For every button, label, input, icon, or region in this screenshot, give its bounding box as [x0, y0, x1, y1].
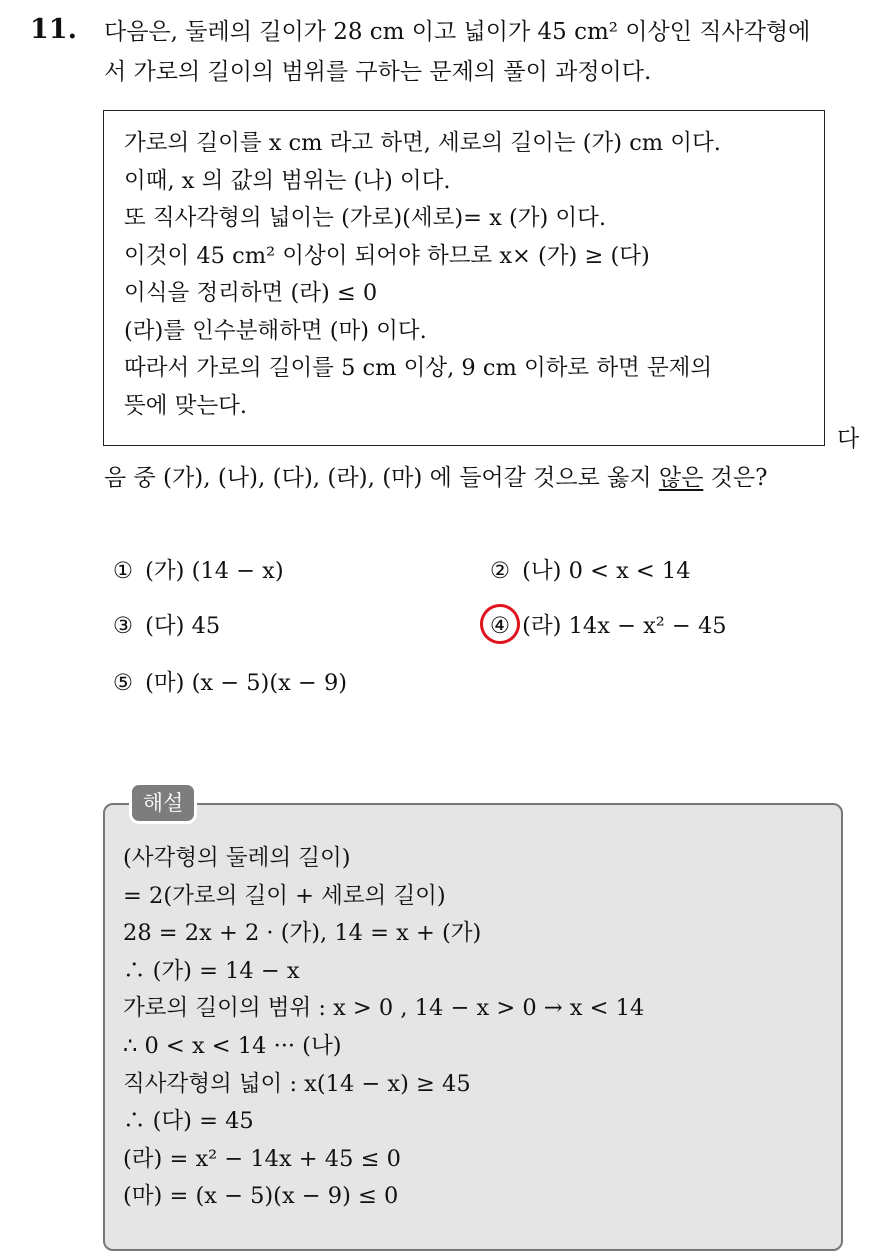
box-line-2: 이때, x 의 값의 범위는 (나) 이다.	[124, 167, 451, 194]
explanation-line: 직사각형의 넓이 : x(14 − x) ≥ 45	[123, 1070, 471, 1097]
explanation-line: ∴ 0 < x < 14 ··· (나)	[123, 1032, 342, 1059]
choice-text: (라) 14x − x² − 45	[522, 613, 727, 639]
choice-text: (나) 0 < x < 14	[522, 558, 691, 584]
explanation-line: (마) = (x − 5)(x − 9) ≤ 0	[123, 1183, 399, 1210]
box-line-4: 이것이 45 cm² 이상이 되어야 하므로 x× (가) ≥ (다)	[124, 242, 650, 269]
prompt-before: 음 중 (가), (나), (다), (라), (마) 에 들어갈 것으로 옳지	[104, 465, 659, 491]
box-line-8: 뜻에 맞는다.	[124, 392, 247, 419]
choice-text: (마) (x − 5)(x − 9)	[145, 670, 348, 696]
explanation-line: ∴ (가) = 14 − x	[123, 957, 300, 984]
choice-text: (가) (14 − x)	[145, 558, 284, 584]
choice-number: ③	[112, 613, 134, 639]
question-number: 11.	[30, 14, 77, 45]
box-line-5: 이식을 정리하면 (라) ≤ 0	[124, 280, 378, 306]
choice-number: ①	[112, 558, 134, 584]
choice-4[interactable]	[485, 611, 727, 641]
box-line-3: 또 직사각형의 넓이는 (가로)(세로)= x (가) 이다.	[124, 205, 607, 231]
choice-number: ④	[489, 613, 511, 639]
prompt-after: 것은?	[703, 465, 768, 491]
box-tail-text: 다	[837, 426, 860, 452]
box-line-1: 가로의 길이를 x cm 라고 하면, 세로의 길이는 (가) cm 이다.	[124, 130, 721, 156]
question-prompt	[104, 458, 767, 498]
choice-number: ②	[489, 558, 511, 584]
choice-2[interactable]	[485, 556, 691, 586]
prompt-underlined: 않은	[658, 465, 704, 491]
explanation-line: ∴ (다) = 45	[123, 1108, 254, 1135]
explanation-line: 가로의 길이의 범위 : x > 0 , 14 − x > 0 → x < 14	[123, 995, 645, 1022]
explanation-line: (사각형의 둘레의 길이)	[123, 845, 351, 871]
explanation-line: = 2(가로의 길이 + 세로의 길이)	[123, 882, 446, 909]
choice-text: (다) 45	[145, 613, 221, 639]
solution-process-box	[103, 110, 825, 446]
choice-3[interactable]	[108, 611, 220, 641]
explanation-tab: 해설	[129, 782, 197, 824]
explanation-line: (라) = x² − 14x + 45 ≤ 0	[123, 1145, 401, 1172]
explanation-body	[123, 840, 644, 1216]
choice-1[interactable]	[108, 556, 284, 586]
choice-number: ⑤	[112, 670, 134, 696]
choice-5[interactable]	[108, 668, 347, 698]
question-text	[104, 12, 874, 92]
box-line-6: (라)를 인수분해하면 (마) 이다.	[124, 317, 427, 344]
question-line-1: 다음은, 둘레의 길이가 28 cm 이고 넓이가 45 cm² 이상인 직사각형에	[104, 19, 811, 45]
explanation-line: 28 = 2x + 2 · (가), 14 = x + (가)	[123, 920, 482, 947]
box-line-7: 따라서 가로의 길이를 5 cm 이상, 9 cm 이하로 하면 문제의	[124, 355, 713, 381]
question-line-2: 서 가로의 길이의 범위를 구하는 문제의 풀이 과정이다.	[104, 59, 652, 85]
